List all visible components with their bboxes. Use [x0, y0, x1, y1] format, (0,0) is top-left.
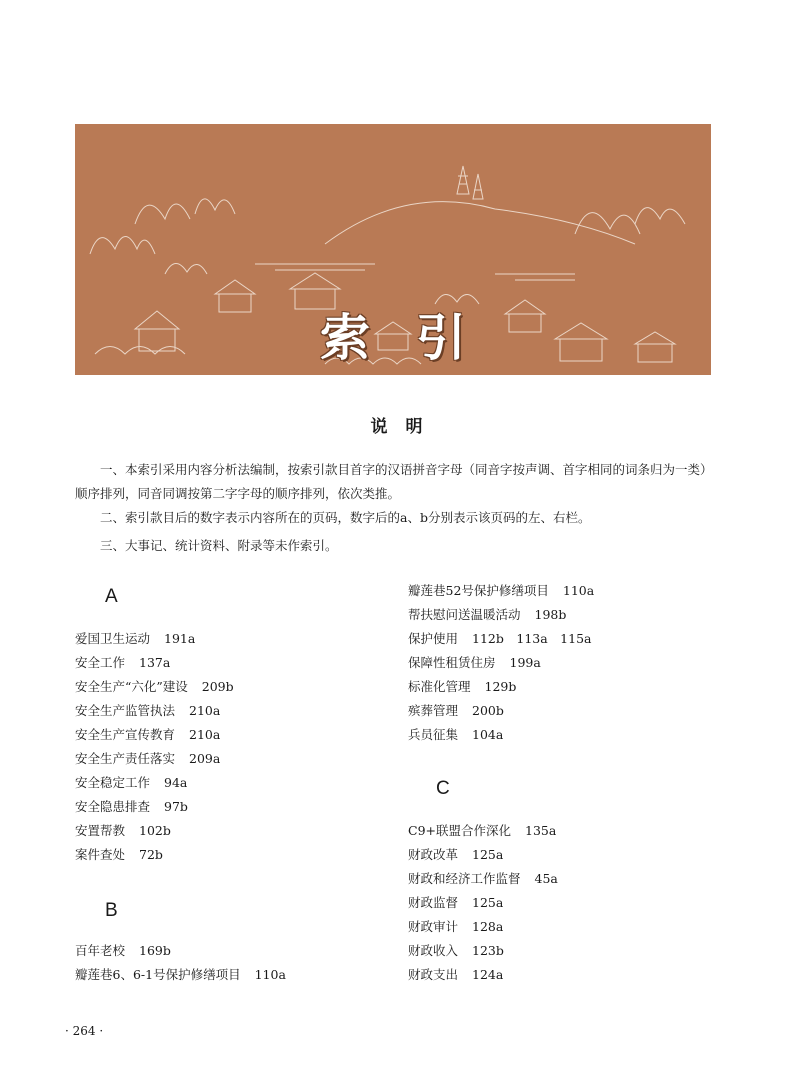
section-letter-b: B	[105, 900, 118, 921]
index-entry: 百年老校 169b	[75, 943, 171, 958]
index-entry: 标准化管理 129b	[408, 679, 517, 694]
index-entry: 案件查处 72b	[75, 847, 163, 862]
index-entry: 保障性租赁住房 199a	[408, 655, 541, 670]
section-letter-a: A	[105, 586, 118, 607]
index-entry: 财政支出 124a	[408, 967, 504, 982]
index-entry: 安全生产宣传教育 210a	[75, 727, 221, 742]
index-entry: 兵员征集 104a	[408, 727, 504, 742]
index-banner	[75, 124, 711, 375]
page-number: · 264 ·	[65, 1024, 104, 1038]
index-entry: 财政监督 125a	[408, 895, 504, 910]
index-entry: 殡葬管理 200b	[408, 703, 504, 718]
index-entry: 瓣莲巷52号保护修缮项目 110a	[408, 583, 595, 598]
index-entry: 安全生产“六化”建设 209b	[75, 679, 234, 694]
index-entry: 保护使用 112b 113a 115a	[408, 631, 592, 646]
index-entry: 安全隐患排查 97b	[75, 799, 188, 814]
notes-heading: 说明	[370, 417, 441, 437]
index-entry: 财政收入 123b	[408, 943, 504, 958]
index-entry: 瓣莲巷6、6-1号保护修缮项目 110a	[75, 967, 286, 982]
index-entry: 安全生产责任落实 209a	[75, 751, 221, 766]
index-entry: 安置帮教 102b	[75, 823, 171, 838]
note-3: 三、大事记、统计资料、附录等未作索引。	[100, 538, 338, 553]
index-entry: 财政和经济工作监督 45a	[408, 871, 558, 886]
note-1: 一、本索引采用内容分析法编制，按索引款目首字的汉语拼音字母（同音字按声调、首字相同的词条归为一类）顺序排列，同音同调按第二字字母的顺序排列，依次类推。	[75, 462, 713, 501]
index-entry: 帮扶慰问送温暖活动 198b	[408, 607, 567, 622]
index-entry: 安全稳定工作 94a	[75, 775, 188, 790]
index-entry: 安全生产监管执法 210a	[75, 703, 221, 718]
index-entry: C9+联盟合作深化 135a	[408, 823, 557, 838]
note-2: 二、索引款目后的数字表示内容所在的页码，数字后的a、b分别表示该页码的左、右栏。	[100, 510, 591, 525]
index-entry: 爱国卫生运动 191a	[75, 631, 196, 646]
index-entry: 财政审计 128a	[408, 919, 504, 934]
banner-title: 索引	[320, 308, 512, 367]
section-letter-c: C	[436, 778, 450, 799]
index-entry: 安全工作 137a	[75, 655, 171, 670]
index-entry: 财政改革 125a	[408, 847, 504, 862]
